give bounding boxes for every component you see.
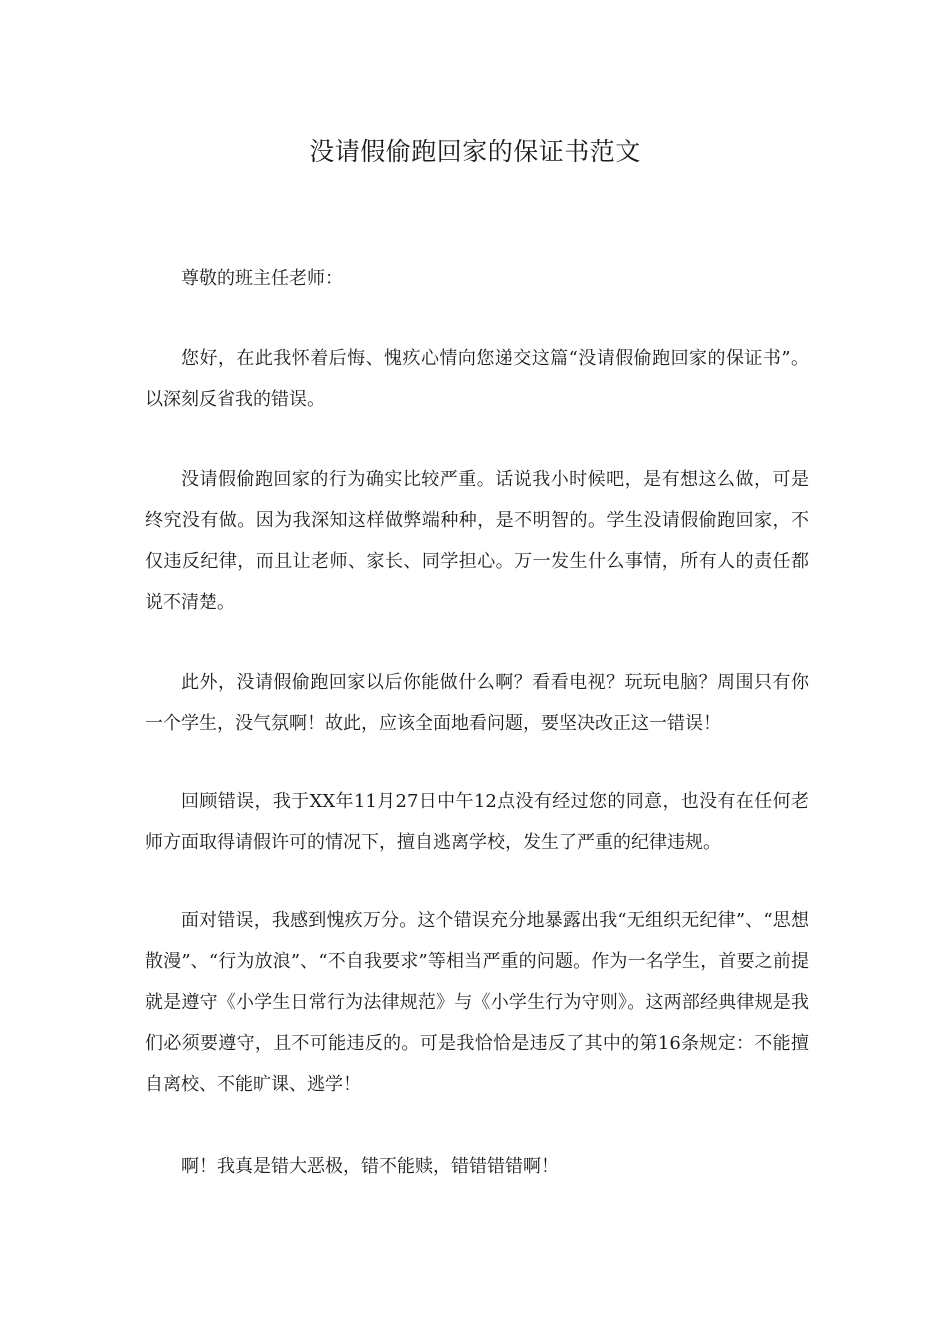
greeting-line: 尊敬的班主任老师：	[181, 268, 343, 289]
paragraph-5: 面对错误，我感到愧疚万分。这个错误充分地暴露出我“无组织无纪律”、“思想散漫”、“行为放浪”、“不自我要求”等相当严重的问题。作为一名学生，首要之前提就是遵守《小学生日常行为法律规范》与《小学生行为守则》。这两部经典律规是我们必须要遵守，且不可能违反的。可是我恰恰是违反了其中的第16条规定：不能擅自离校、不能旷课、逃学！	[145, 910, 809, 1095]
paragraph-1: 您好，在此我怀着后悔、愧疚心情向您递交这篇“没请假偷跑回家的保证书”。以深刻反省我的错误。	[145, 348, 809, 410]
paragraph-2: 没请假偷跑回家的行为确实比较严重。话说我小时候吧，是有想这么做，可是终究没有做。因为我深知这样做弊端种种，是不明智的。学生没请假偷跑回家，不仅违反纪律，而且让老师、家长、同学担心。万一发生什么事情，所有人的责任都说不清楚。	[145, 469, 809, 613]
paragraph-3: 此外，没请假偷跑回家以后你能做什么啊？看看电视？玩玩电脑？周围只有你一个学生，没气氛啊！故此，应该全面地看问题，要坚决改正这一错误！	[145, 672, 809, 734]
paragraph-4: 回顾错误，我于XX年11月27日中午12点没有经过您的同意，也没有在任何老师方面取得请假许可的情况下，擅自逃离学校，发生了严重的纪律违规。	[145, 791, 809, 853]
paragraph-6: 啊！我真是错大恶极，错不能赎，错错错错啊！	[181, 1156, 559, 1177]
document-title: 没请假偷跑回家的保证书范文	[309, 137, 641, 166]
